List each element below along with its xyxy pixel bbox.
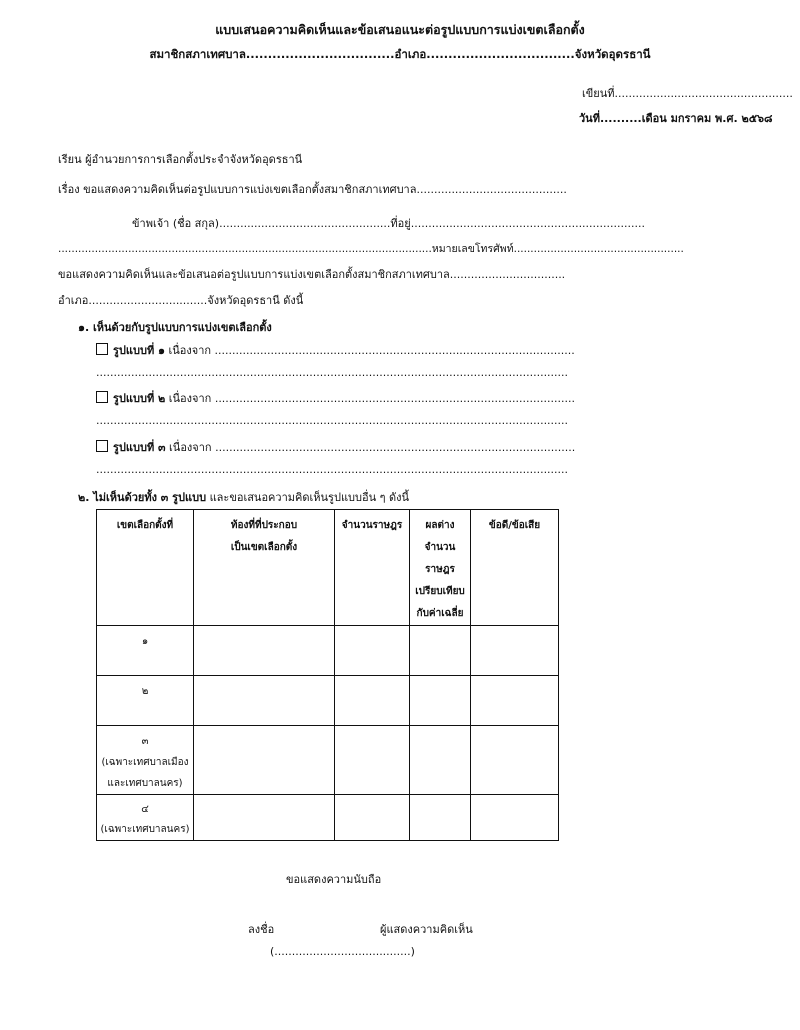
row-3-district: ๓ (เฉพาะเทศบาลเมือง และเทศบาลนคร): [97, 726, 194, 795]
row-4-district: ๔ (เฉพาะเทศบาลนคร): [97, 795, 194, 841]
row-3-pros-cons[interactable]: [471, 726, 559, 795]
option-3-continuation: .......................................................................................................................................: [96, 463, 569, 476]
row-4-pros-cons[interactable]: [471, 795, 559, 841]
district-line: อำเภอ..................................จังหวัดอุดรธานี ดังนี้: [58, 294, 304, 307]
section2-heading-bold: ๒. ไม่เห็นด้วยทั้ง ๓ รูปแบบ: [78, 491, 207, 504]
option-3-reason: เนื่องจาก .......................................................................................................: [169, 441, 576, 454]
row-1-pros-cons[interactable]: [471, 626, 559, 676]
form-title: แบบเสนอความคิดเห็นและข้อเสนอแนะต่อรูปแบบการแบ่งเขตเลือกตั้ง: [215, 22, 585, 37]
section2-heading-rest: และขอเสนอความคิดเห็นรูปแบบอื่น ๆ ดังนี้: [206, 491, 410, 504]
sign-label: ลงชื่อ: [248, 923, 275, 936]
row-1-difference[interactable]: [410, 626, 471, 676]
form-subtitle: สมาชิกสภาเทศบาล..................................อำเภอ..................................จังหวัดอุดรธานี: [149, 47, 651, 61]
table-row: [97, 676, 559, 726]
option-1-continuation: .......................................................................................................................................: [96, 366, 569, 379]
option-2-checkbox[interactable]: [96, 391, 108, 403]
districts-table: [96, 509, 559, 841]
header-difference: ผลต่าง จำนวน ราษฎร เปรียบเทียบ กับค่าเฉลี่ย: [410, 510, 471, 626]
phone-line: ................................................................................................................หมายเลขโทรศัพท์...................................................: [58, 243, 684, 255]
row-1-district: ๑: [97, 626, 194, 676]
name-address-line: ข้าพเจ้า (ชื่อ สกุล).................................................ที่อยู่...................................................................: [132, 217, 645, 230]
section1-heading: ๑. เห็นด้วยกับรูปแบบการแบ่งเขตเลือกตั้ง: [78, 321, 272, 334]
header-pros-cons: ข้อดี/ข้อเสีย: [471, 510, 559, 626]
option-3[interactable]: [96, 438, 575, 456]
row-4-population[interactable]: [335, 795, 410, 841]
row-4-difference[interactable]: [410, 795, 471, 841]
table-row: [97, 626, 559, 676]
signer-role: ผู้แสดงความคิดเห็น: [380, 923, 473, 936]
row-2-district: ๒: [97, 676, 194, 726]
header-area: ท้องที่ที่ประกอบ เป็นเขตเลือกตั้ง: [194, 510, 335, 626]
row-2-area[interactable]: [194, 676, 335, 726]
table-row: [97, 726, 559, 795]
row-1-area[interactable]: [194, 626, 335, 676]
option-2-continuation: .......................................................................................................................................: [96, 414, 569, 427]
row-2-population[interactable]: [335, 676, 410, 726]
option-3-label: รูปแบบที่ ๓: [113, 441, 166, 454]
row-3-area[interactable]: [194, 726, 335, 795]
option-2-label: รูปแบบที่ ๒: [113, 392, 166, 405]
option-1-checkbox[interactable]: [96, 343, 108, 355]
written-at: เขียนที่...................................................: [582, 87, 793, 100]
header-district: เขตเลือกตั้งที่: [97, 510, 194, 626]
option-1-label: รูปแบบที่ ๑: [113, 344, 166, 357]
option-2-reason: เนื่องจาก .......................................................................................................: [168, 392, 575, 405]
row-2-pros-cons[interactable]: [471, 676, 559, 726]
row-3-difference[interactable]: [410, 726, 471, 795]
option-1-reason: เนื่องจาก .......................................................................................................: [168, 344, 575, 357]
letter-to: เรียน ผู้อำนวยการการเลือกตั้งประจำจังหวัดอุดรธานี: [58, 153, 303, 166]
row-1-population[interactable]: [335, 626, 410, 676]
option-3-checkbox[interactable]: [96, 440, 108, 452]
table-header-row: [97, 510, 559, 626]
opinion-line: ขอแสดงความคิดเห็นและข้อเสนอต่อรูปแบบการแบ่งเขตเลือกตั้งสมาชิกสภาเทศบาล.................................: [58, 268, 566, 281]
regards: ขอแสดงความนับถือ: [286, 873, 382, 886]
section2-heading: [78, 488, 409, 506]
option-1[interactable]: [96, 341, 575, 359]
table-row: [97, 795, 559, 841]
letter-subject: เรื่อง ขอแสดงความคิดเห็นต่อรูปแบบการแบ่งเขตเลือกตั้งสมาชิกสภาเทศบาล...........................................: [58, 183, 567, 196]
date-line: วันที่..........เดือน มกราคม พ.ศ. ๒๕๖๘: [579, 112, 773, 125]
row-4-area[interactable]: [194, 795, 335, 841]
header-population: จำนวนราษฎร: [335, 510, 410, 626]
row-3-population[interactable]: [335, 726, 410, 795]
signer-name-blank: (.......................................): [270, 945, 415, 958]
row-2-difference[interactable]: [410, 676, 471, 726]
option-2[interactable]: [96, 389, 575, 407]
